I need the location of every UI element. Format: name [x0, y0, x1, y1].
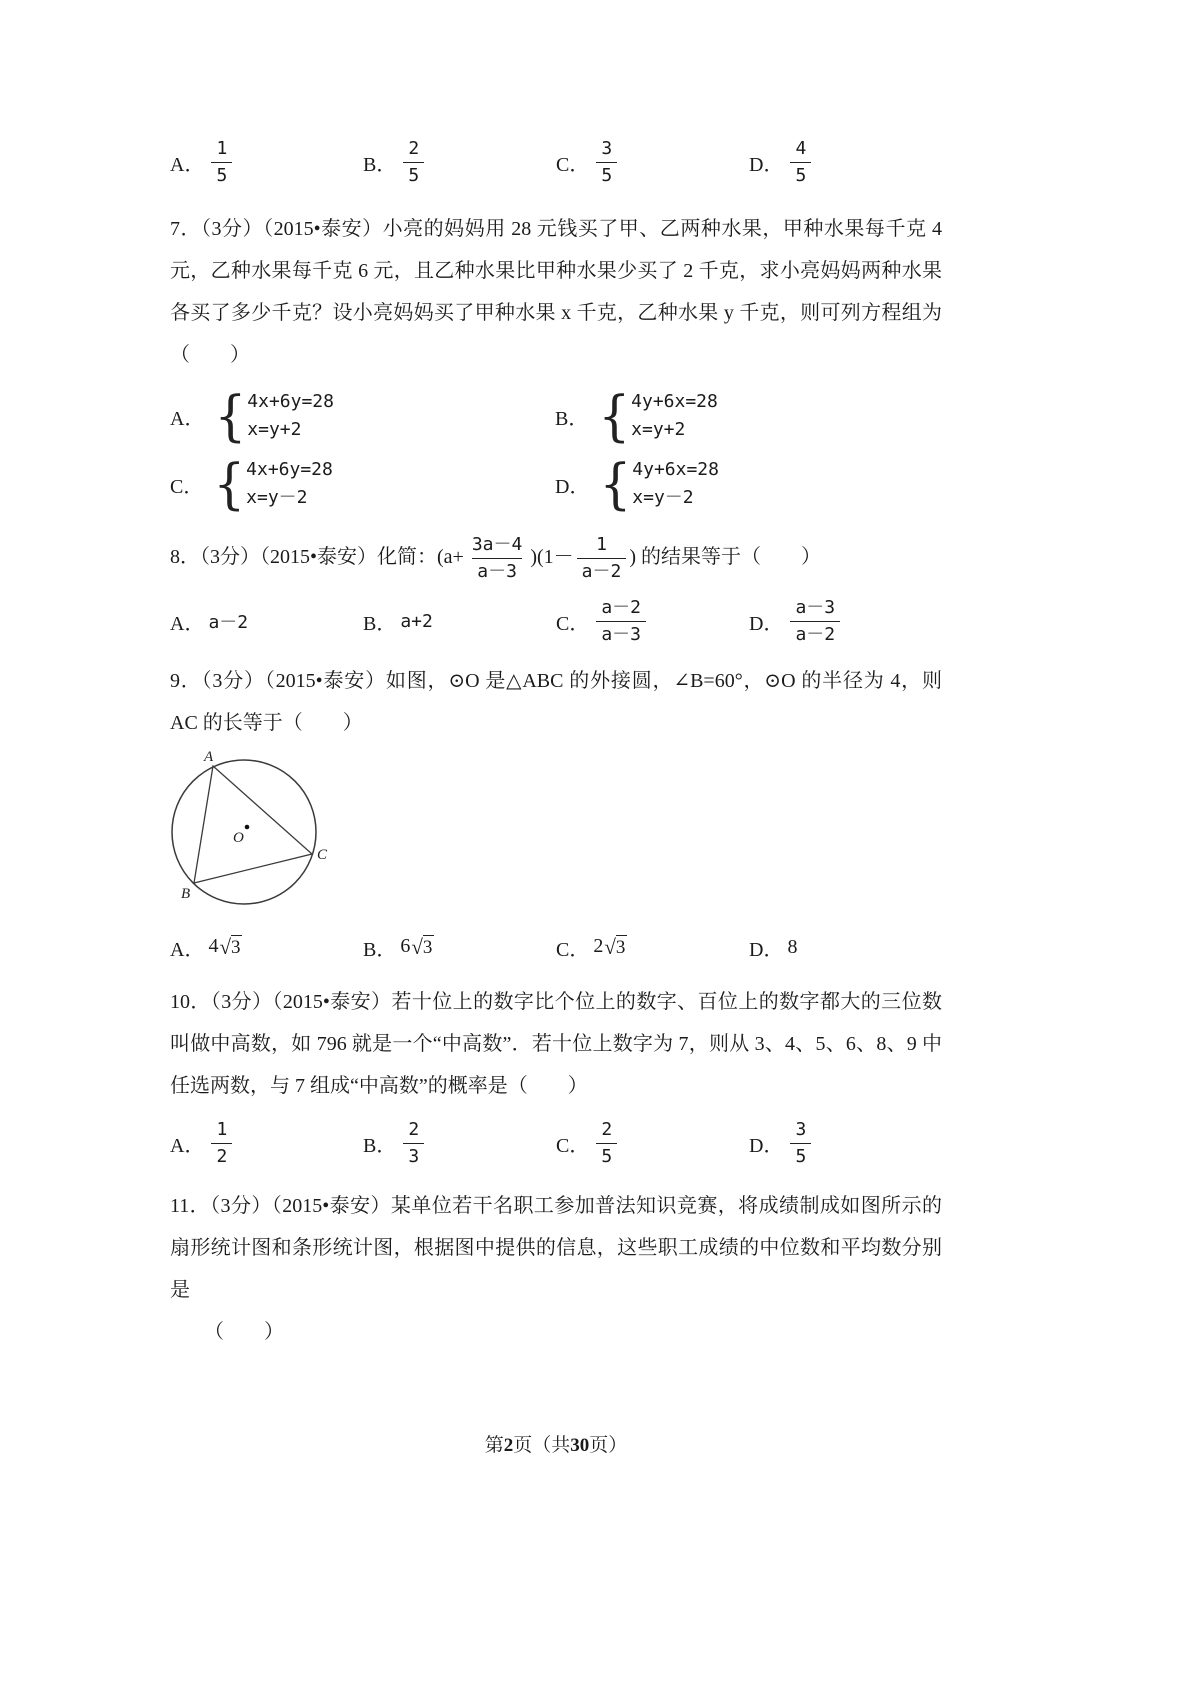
equation-line: x=y+2: [631, 419, 686, 440]
q8-stem-post: ) 的结果等于（ ）: [629, 546, 822, 568]
fraction: [403, 1118, 424, 1169]
q11-answer-blank: （ ）: [204, 1321, 284, 1343]
option-label: A．: [170, 407, 205, 430]
option-label: D．: [749, 1134, 784, 1157]
fraction-numerator: 1: [216, 137, 228, 159]
q8-option-b: [363, 607, 556, 636]
fraction-denominator: a－3: [596, 621, 646, 647]
q6-options-row: [170, 134, 942, 190]
option-label: B．: [363, 153, 397, 176]
fraction-numerator: 3: [795, 1118, 807, 1140]
page-content: [170, 130, 942, 1353]
q7-stem: 7．（3分）（2015•泰安）小亮的妈妈用 28 元钱买了甲、乙两种水果，甲种水果每千克 4 元，乙种水果每千克 6 元，且乙种水果比甲种水果少买了 2 千克，求小亮妈妈两种水果各买了多少千克？设小亮妈妈买了甲种水果 x 千克，乙种水果 y 千克，则可列方程组为（ ）: [170, 218, 942, 366]
equation-line: x=y－2: [246, 487, 308, 508]
fraction-denominator: 5: [403, 162, 424, 188]
q8-option-a: [170, 607, 363, 636]
q8-option-d: [749, 596, 942, 647]
fraction: [790, 137, 811, 188]
q10-option-b: [363, 1118, 556, 1169]
q9-figure: [162, 748, 942, 921]
equation-line: 4y+6x=28: [631, 391, 718, 412]
option-label: D．: [749, 612, 784, 635]
q8-options-row: [170, 592, 942, 650]
fraction-numerator: a－2: [601, 596, 642, 618]
left-brace: {: [599, 452, 632, 516]
radical-expression: [593, 935, 627, 960]
page-footer: [170, 1430, 942, 1457]
equation-system: [208, 384, 334, 448]
fraction: [596, 1118, 617, 1169]
option-label: C．: [556, 612, 590, 635]
fraction-numerator: 3: [601, 137, 613, 159]
fraction-denominator: 5: [596, 1143, 617, 1169]
fraction: [577, 533, 627, 584]
circumscribed-circle-diagram: [162, 748, 337, 916]
q9-stem: 9．（3分）（2015•泰安）如图，⊙O 是△ABC 的外接圆，∠B=60°，⊙O 的半径为 4，则 AC 的长等于（ ）: [170, 670, 942, 734]
footer-page-number: 2: [503, 1435, 514, 1456]
q8-stem: [170, 528, 942, 586]
option-label: A．: [170, 612, 205, 635]
option-label: B．: [363, 938, 397, 961]
option-label: C．: [170, 475, 204, 498]
fraction: [790, 596, 840, 647]
fraction-numerator: 4: [795, 137, 807, 159]
center-point: [245, 825, 250, 830]
q8-stem-mid: )(1－: [530, 546, 574, 568]
center-label-o: O: [233, 830, 244, 846]
fraction-denominator: a－2: [577, 558, 627, 584]
q8-option-c: [556, 596, 749, 647]
q6-option-a: [170, 137, 363, 188]
coefficient: 4: [208, 934, 219, 957]
q7-option-b: [555, 384, 940, 448]
fraction: [211, 137, 232, 188]
fraction-denominator: 5: [596, 162, 617, 188]
option-label: B．: [363, 612, 397, 635]
fraction-denominator: a－3: [472, 558, 522, 584]
fraction-numerator: 1: [216, 1118, 228, 1140]
option-value: 8: [787, 935, 798, 958]
coefficient: 2: [593, 934, 604, 957]
q8-stem-pre: 8．（3分）（2015•泰安）化简：(a+: [170, 546, 464, 568]
equation-line: 4x+6y=28: [247, 391, 334, 412]
fraction-denominator: 5: [790, 162, 811, 188]
radical-sign: √: [604, 934, 616, 959]
coefficient: 6: [400, 934, 411, 957]
fraction-numerator: a－3: [795, 596, 836, 618]
equation-line: x=y－2: [632, 487, 694, 508]
fraction-denominator: a－2: [790, 621, 840, 647]
option-label: D．: [749, 153, 784, 176]
option-label: A．: [170, 1134, 205, 1157]
q10-option-c: [556, 1118, 749, 1169]
radical-sign: √: [411, 934, 423, 959]
equation-system: [593, 452, 719, 516]
option-label: C．: [556, 1134, 590, 1157]
fraction: [596, 137, 617, 188]
q10-stem: 10．（3分）（2015•泰安）若十位上的数字比个位上的数字、百位上的数字都大的三位数叫做中高数，如 796 就是一个“中高数”．若十位上数字为 7，则从 3、4、5、6、8、9 中任选两数，与 7 组成“中高数”的概率是（ ）: [170, 991, 942, 1097]
q10-options-row: [170, 1115, 942, 1171]
left-brace: {: [213, 452, 246, 516]
q7-options-row-2: [170, 454, 942, 514]
q9-option-c: [556, 933, 749, 962]
option-value: a－2: [208, 612, 249, 633]
option-value: a+2: [400, 610, 433, 632]
fraction-numerator: 1: [596, 533, 607, 555]
radicand: 3: [422, 936, 433, 958]
q9-options-row: [170, 927, 942, 967]
fraction: [790, 1118, 811, 1169]
vertex-label-b: B: [181, 886, 191, 902]
q9-option-a: [170, 933, 363, 962]
q11-stem: 11．（3分）（2015•泰安）某单位若干名职工参加普法知识竞赛，将成绩制成如图所示的扇形统计图和条形统计图，根据图中提供的信息，这些职工成绩的中位数和平均数分别是: [170, 1195, 942, 1301]
footer-total-pages: 30: [570, 1435, 590, 1456]
left-brace: {: [598, 384, 631, 448]
fraction-numerator: 2: [408, 137, 420, 159]
fraction: [211, 1118, 232, 1169]
fraction-denominator: 3: [403, 1143, 424, 1169]
fraction-numerator: 2: [408, 1118, 420, 1140]
fraction: [403, 137, 424, 188]
q6-option-b: [363, 137, 556, 188]
radical-expression: [400, 935, 434, 960]
q9-option-b: [363, 933, 556, 962]
q7-option-d: [555, 452, 940, 516]
option-label: C．: [556, 938, 590, 961]
footer-text: 第: [484, 1435, 504, 1456]
fraction-numerator: 3a－4: [471, 533, 523, 555]
radicand: 3: [615, 936, 626, 958]
q9-option-d: [749, 933, 942, 962]
q6-option-c: [556, 137, 749, 188]
option-label: A．: [170, 938, 205, 961]
option-label: B．: [363, 1134, 397, 1157]
q7-option-c: [170, 452, 555, 516]
footer-text: 页）: [589, 1435, 628, 1456]
left-brace: {: [214, 384, 247, 448]
footer-text: 页（共: [513, 1435, 571, 1456]
fraction-denominator: 5: [211, 162, 232, 188]
fraction-numerator: 2: [601, 1118, 613, 1140]
vertex-label-c: C: [317, 847, 328, 863]
fraction-denominator: 2: [211, 1143, 232, 1169]
fraction: [596, 596, 646, 647]
q7-option-a: [170, 384, 555, 448]
q6-option-d: [749, 137, 942, 188]
inscribed-triangle: [194, 766, 312, 883]
q10-option-a: [170, 1118, 363, 1169]
option-label: B．: [555, 407, 589, 430]
equation-line: x=y+2: [247, 419, 302, 440]
q10-option-d: [749, 1118, 942, 1169]
option-label: D．: [749, 938, 784, 961]
radical-expression: [208, 935, 242, 960]
option-label: A．: [170, 153, 205, 176]
equation-line: 4x+6y=28: [246, 459, 333, 480]
equation-system: [207, 452, 333, 516]
equation-system: [592, 384, 718, 448]
equation-line: 4y+6x=28: [632, 459, 719, 480]
q7-options-row-1: [170, 386, 942, 446]
option-label: C．: [556, 153, 590, 176]
fraction: [467, 533, 528, 584]
option-label: D．: [555, 475, 590, 498]
radical-sign: √: [219, 934, 231, 959]
fraction-denominator: 5: [790, 1143, 811, 1169]
radicand: 3: [230, 936, 241, 958]
vertex-label-a: A: [204, 749, 214, 765]
